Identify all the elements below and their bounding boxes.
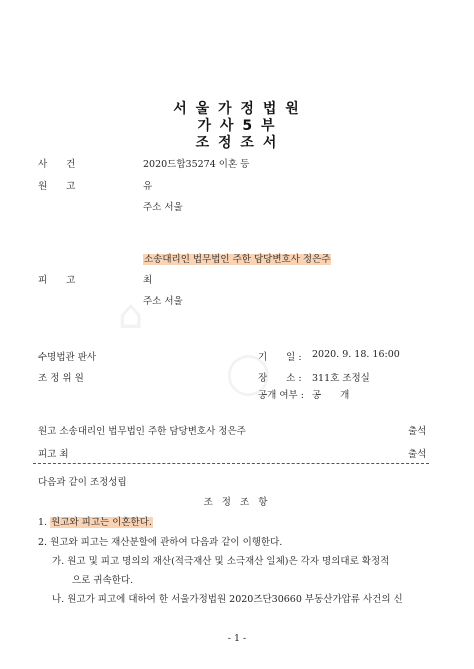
plaintiff-address: 주소 서울 [143,202,183,213]
plaintiff-label: 원 고 [38,181,76,192]
term-1-number: 1. [38,517,51,528]
public-value: 공 개 [312,390,350,401]
attendance-name: 피고 최 [38,449,69,460]
division-name: 가 사 5 부 [197,118,277,134]
settlement-intro: 다음과 같이 조정성립 [38,477,127,488]
watermark: ◯ [226,350,271,396]
court-name: 서 울 가 정 법 원 [173,101,301,117]
plaintiff-name: 유 [143,181,153,192]
date-value: 2020. 9. 18. 16:00 [312,349,400,360]
term-1-text: 원고와 피고는 이혼한다. [51,517,152,528]
divider [33,463,429,464]
judge-label: 수명법관 판사 [38,352,97,363]
term-2: 2. 원고와 피고는 재산분할에 관하여 다음과 같이 이행한다. [38,537,283,548]
case-number: 2020드합35274 이혼 등 [143,159,250,170]
term-1 [38,514,153,528]
case-label: 사 건 [38,159,76,170]
defendant-address: 주소 서울 [143,296,183,307]
document-title: 조 정 조 서 [195,135,279,151]
public-label: 공개 여부 : [258,390,304,401]
place-value: 311호 조정실 [312,373,370,384]
term-2a-line2: 으로 귀속한다. [72,575,134,586]
defendant-label: 피 고 [38,275,76,286]
terms-title: 조 정 조 항 [203,497,271,508]
term-2a-line1: 가. 원고 및 피고 명의의 재산(적극재산 및 소극재산 일체)은 각자 명의대로 확정적 [52,556,390,567]
mediator-label: 조 정 위 원 [38,373,84,384]
attendance-status: 출석 [408,426,427,437]
watermark: ⌂ [118,292,144,338]
plaintiff-counsel [143,251,331,265]
attendance-status: 출석 [408,449,427,460]
place-label: 장 소 : [258,373,302,384]
defendant-name: 최 [143,275,153,286]
date-label: 기 일 : [258,352,302,363]
page-number: - 1 - [227,633,247,644]
plaintiff-counsel-text: 소송대리인 법무법인 주한 담당변호사 정은주 [144,254,331,265]
attendance-name: 원고 소송대리인 법무법인 주한 담당변호사 정은주 [38,426,246,437]
term-2b-line1: 나. 원고가 피고에 대하여 한 서울가정법원 2020즈단30660 부동산가압류 사건의 신 [52,594,403,605]
